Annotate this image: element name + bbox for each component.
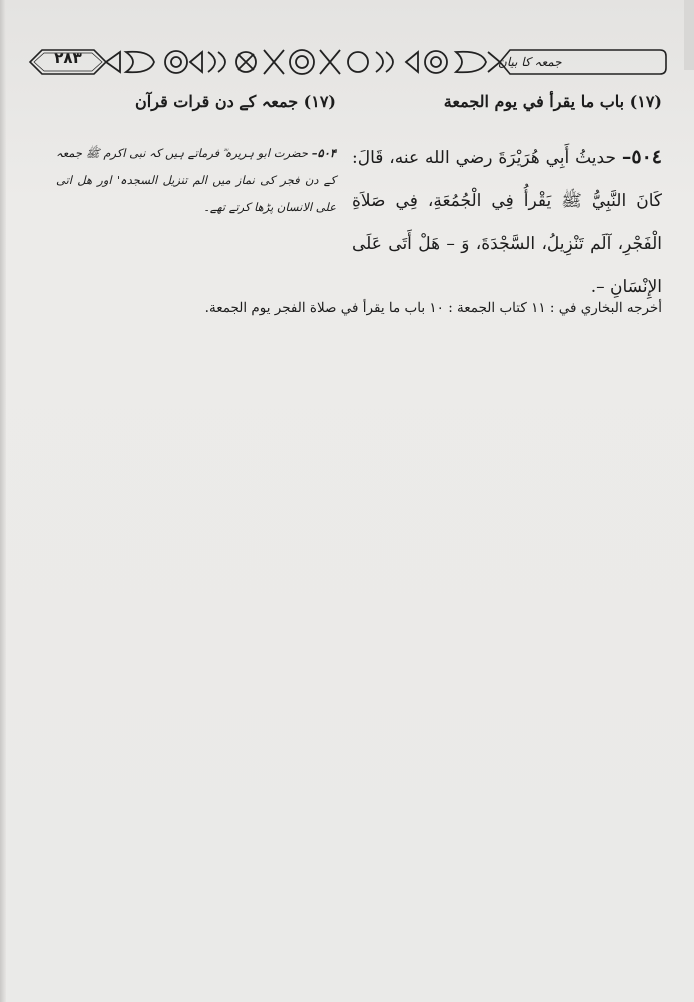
arabic-hadith-number: ٥٠٤– <box>621 146 662 168</box>
urdu-chapter-heading: (۱۷) جمعہ کے دن قرات قرآن <box>135 92 336 111</box>
urdu-translation <box>56 140 336 221</box>
scan-corner <box>684 0 694 70</box>
arabic-hadith <box>352 136 662 309</box>
arabic-chapter-heading: (١٧) باب ما يقرأ في يوم الجمعة <box>443 92 662 111</box>
page-header <box>28 44 668 80</box>
source-footnote: أخرجه البخاري في : ١١ كتاب الجمعة : ١٠ باب ما يقرأ في صلاة الفجر يوم الجمعة. <box>204 300 662 316</box>
urdu-hadith-number: ۵۰۴– <box>311 146 336 160</box>
urdu-hadith-text: حضرت ابو ہریرہ ؓ فرماتے ہیں کہ نبی اکرم ﷺ جمعہ کے دن فجر کی نماز میں الم تنزیل السجدہ' اور هل اتی علی الانسان پڑھا کرتے تھے۔ <box>56 146 336 214</box>
chapter-title: جمعہ کا بیان <box>498 55 562 69</box>
header-ornament <box>106 44 500 80</box>
page-number: ۲۸۳ <box>54 49 82 67</box>
scan-edge <box>0 0 6 1002</box>
arabic-hadith-text: حديثُ أَبِي هُرَيْرَةَ رضي الله عنه، قَالَ: كَانَ النَّبِيُّ ﷺ يَقْرأُ فِي الْجُمُعَةِ، فِي صَلاَةِ الْفَجْرِ، آلَم تَنْزِيلُ، السَّجْدَةَ، وَ – هَلْ أَتَى عَلَى الإِنْسَانِ –. <box>352 148 662 297</box>
